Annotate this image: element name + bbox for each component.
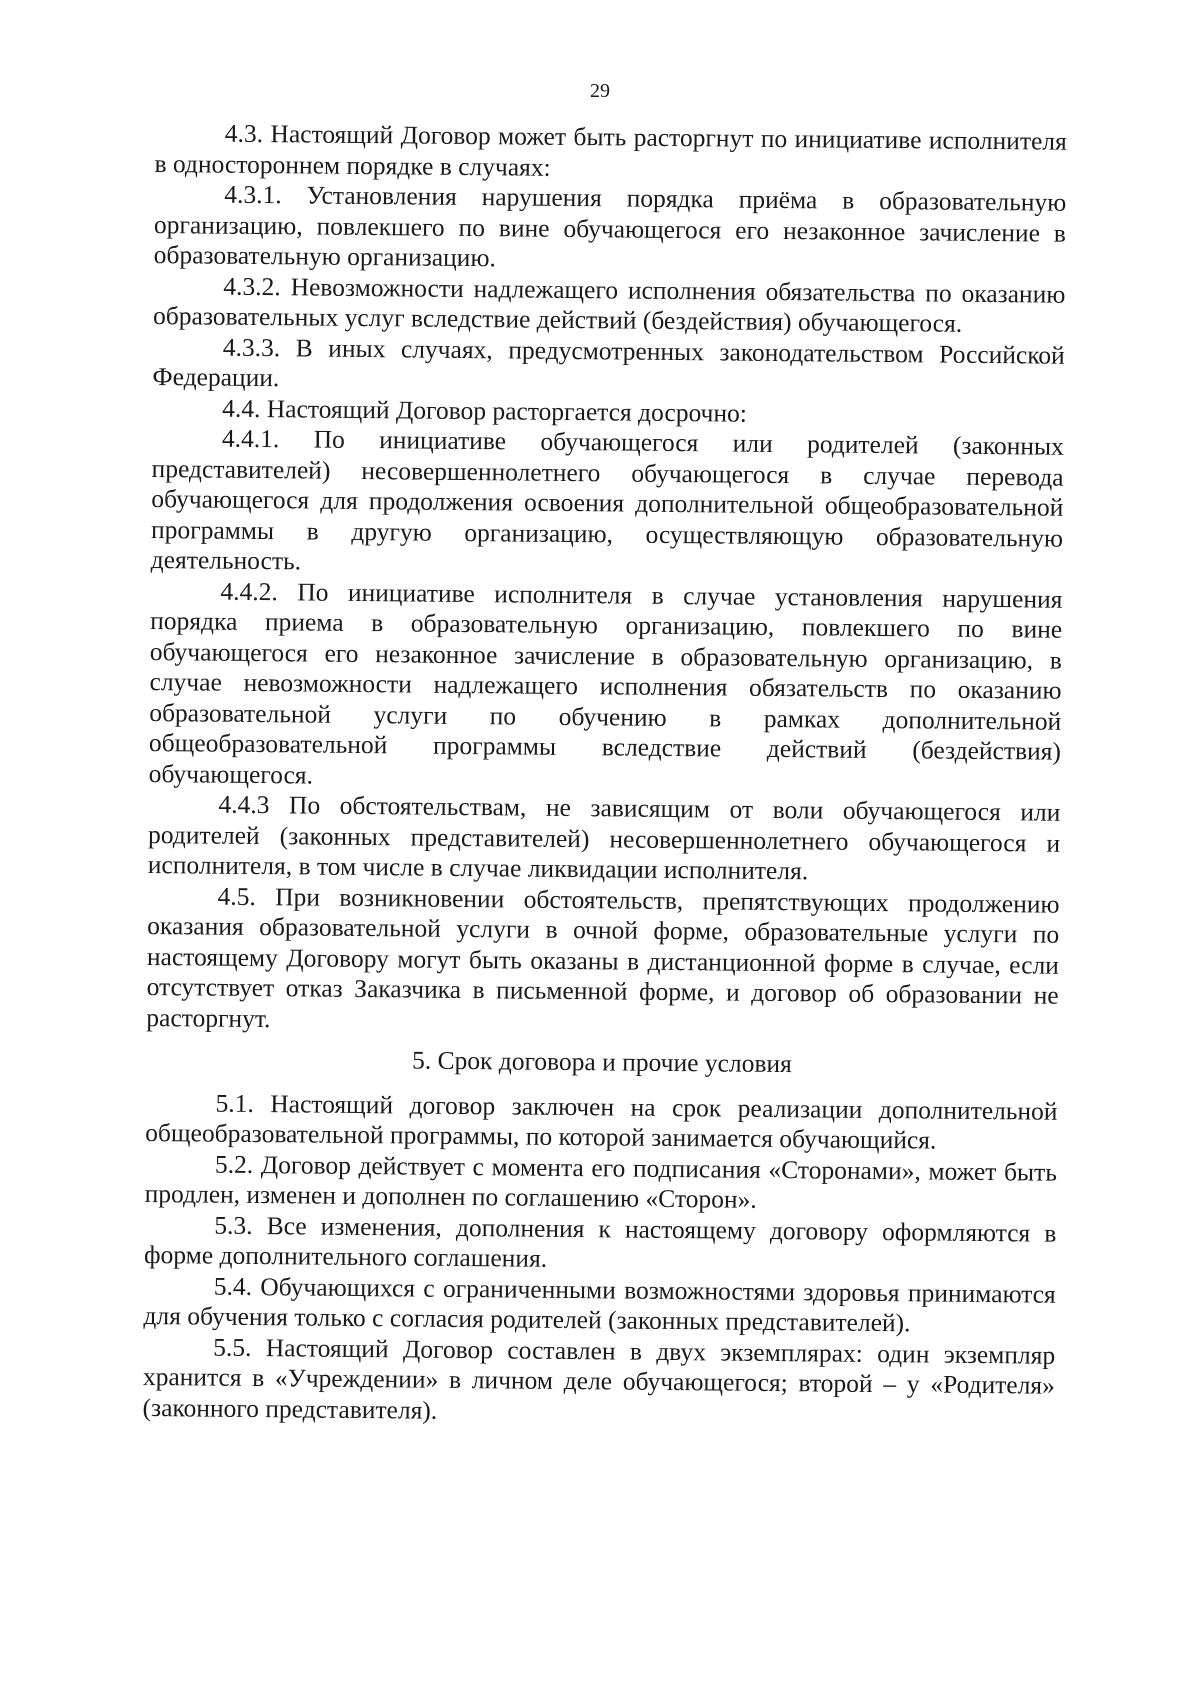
paragraph-5-5: 5.5. Настоящий Договор составлен в двух экземплярах: один экземпляр хранится в «Учреждении» в личном деле обучающегося; второй – у «Родителя» (законного представителя). — [142, 1332, 1056, 1425]
paragraph-5-3: 5.3. Все изменения, дополнения к настоящему договору оформляются в форме дополнительного соглашения. — [143, 1210, 1057, 1273]
page-number: 29 — [590, 80, 610, 102]
section-heading: 5. Срок договора и прочие условия — [411, 1045, 792, 1079]
paragraph-4-3-2: 4.3.2. Невозможности надлежащего исполнения обязательства по оказанию образовательных услуг вследствие действий (бездействия) обучающегося. — [152, 271, 1066, 338]
paragraph-4-3-3: 4.3.3. В иных случаях, предусмотренных законодательством Российской Федерации. — [152, 332, 1065, 393]
paragraph-4-4-1: 4.4.1. По инициативе обучающегося или родителей (законных представителей) несовершеннолетнего обучающегося в случае перевода обучающегося для продолжения освоения дополнительной общеобразовательной программы в другую организацию, осуществляющую образовательную деятельность. — [150, 423, 1065, 576]
paragraph-5-1: 5.1. Настоящий договор заключен на срок реализации дополнительной общеобразовательной программы, по которой занимается обучающийся. — [145, 1088, 1058, 1155]
paragraph-4-4-3: 4.4.3 По обстоятельствам, не зависящим от воли обучающегося или родителей (законных представителей) несовершеннолетнего обучающегося и исполнителя, в том числе в случае ликвидации исполнителя. — [147, 789, 1061, 886]
document-body — [142, 118, 1066, 1432]
paragraph-4-5: 4.5. При возникновении обстоятельств, препятствующих продолжению оказания образовательной услуги в очной форме, образовательные услуги по настоящему Договору могут быть оказаны в дистанционной форме в случае, если отсутствует отказ Заказчика в письменной форме, и договор об образовании не расторгнут. — [146, 881, 1060, 1033]
paragraph-4-4: 4.4. Настоящий Договор расторгается досрочно: — [222, 393, 748, 428]
paragraph-5-2: 5.2. Договор действует с момента его подписания «Сторонами», может быть продлен, изменен и дополнен по соглашению «Сторон». — [144, 1149, 1058, 1214]
paragraph-4-4-2: 4.4.2. По инициативе исполнителя в случае установления нарушения порядка приема в образовательную организацию, повлекшего по вине обучающегося его незаконное зачисление в образовательную организацию, в случае невозможности надлежащего исполнения обязательств по оказанию образовательной услуги по обучению в рамках дополнительной общеобразовательной программы вследствие действий (бездействия) обучающегося. — [148, 576, 1063, 790]
paragraph-4-3-1: 4.3.1. Установления нарушения порядка приёма в образовательную организацию, повлекшего по вине обучающегося его незаконное зачисление в образовательную организацию. — [153, 179, 1067, 273]
paragraph-4-3: 4.3. Настоящий Договор может быть расторгнут по инициативе исполнителя в одностороннем порядке в случаях: — [154, 118, 1067, 182]
paragraph-5-4: 5.4. Обучающихся с ограниченными возможностями здоровья принимаются для обучения только с согласия родителей (законных представителей). — [143, 1271, 1056, 1338]
